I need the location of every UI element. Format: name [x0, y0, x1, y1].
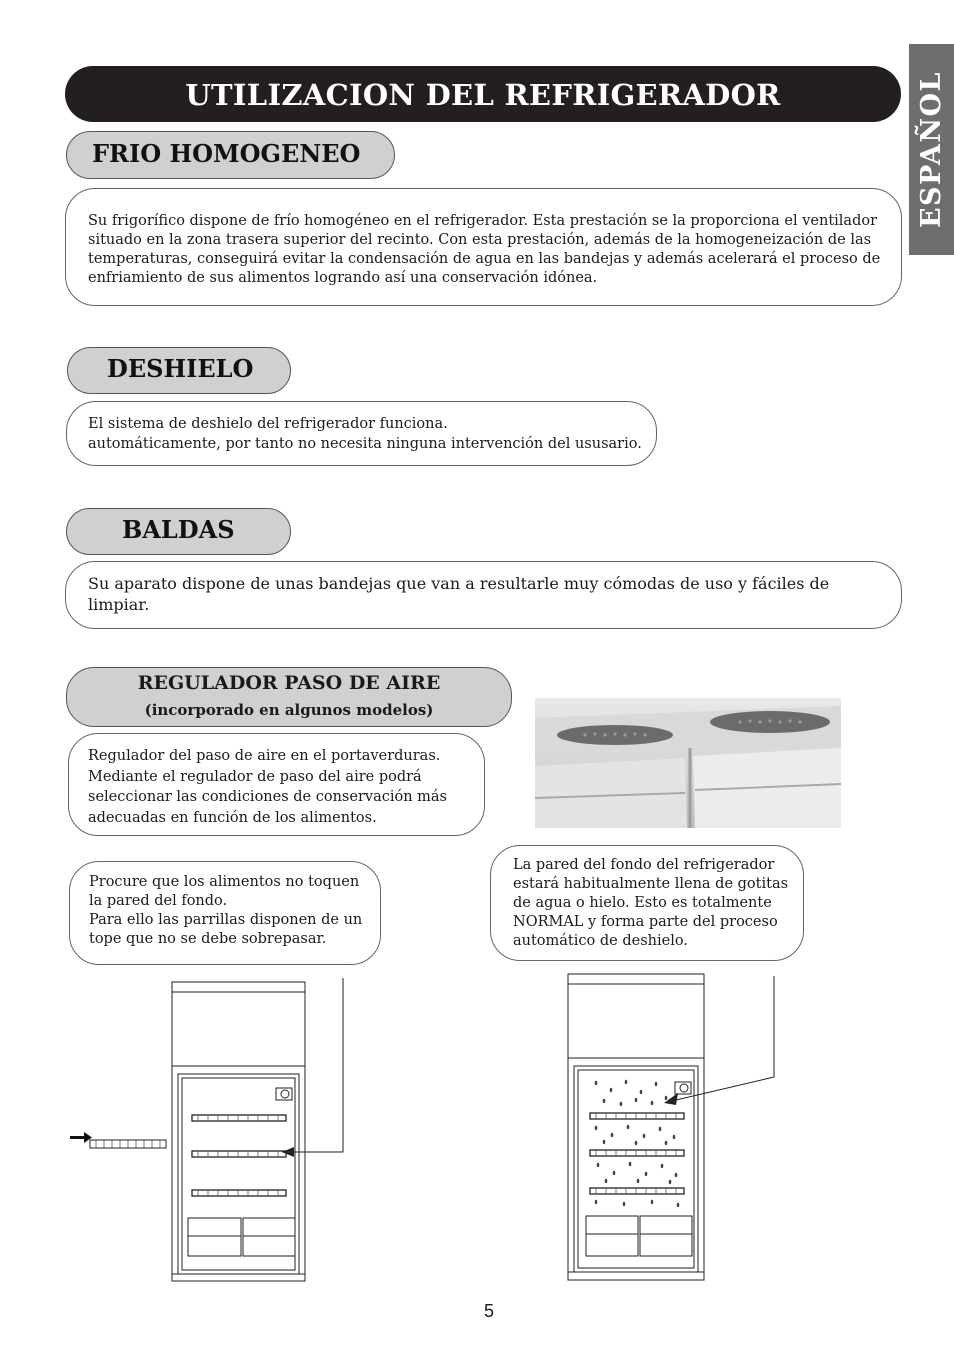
- note-right-line: de agua o hielo. Esto es totalmente: [513, 895, 772, 911]
- regulador-line: seleccionar las condiciones de conservación más: [88, 789, 447, 805]
- baldas-title: BALDAS: [122, 515, 235, 544]
- deshielo-text-line2: automáticamente, por tanto no necesita ninguna intervención del ususario.: [88, 436, 642, 452]
- note-left-line: Para ello las parrillas disponen de un: [89, 912, 363, 928]
- note-left-line: la pared del fondo.: [89, 893, 228, 909]
- page-title: UTILIZACION DEL REFRIGERADOR: [185, 78, 781, 112]
- note-left-text: [89, 873, 374, 949]
- regulador-line: Mediante el regulador de paso del aire podrá: [88, 768, 422, 785]
- page-number: 5: [483, 1301, 494, 1321]
- language-tab-label-wrap: [909, 44, 954, 255]
- note-right-line: estará habitualmente llena de gotitas: [513, 876, 789, 892]
- regulador-text: [88, 746, 478, 828]
- note-left-line: tope que no se debe sobrepasar.: [89, 931, 327, 947]
- note-left-line: Procure que los alimentos no toquen: [89, 874, 360, 890]
- note-right-line: NORMAL y forma parte del proceso: [513, 914, 778, 930]
- fridge-right-illustration: [566, 970, 780, 1282]
- fridge-left-illustration: [68, 978, 368, 1283]
- note-right-line: La pared del fondo del refrigerador: [513, 857, 775, 873]
- baldas-text: Su aparato dispone de unas bandejas que van a resultarle muy cómodas de uso y fáciles de limpiar.: [88, 574, 830, 614]
- note-right-line: automático de deshielo.: [513, 933, 688, 949]
- deshielo-title: DESHIELO: [107, 354, 254, 383]
- frio-title: FRIO HOMOGENEO: [92, 139, 361, 168]
- regulador-subtitle: (incorporado en algunos modelos): [144, 701, 434, 719]
- regulador-title: REGULADOR PASO DE AIRE: [137, 672, 441, 694]
- note-right-text: [513, 856, 798, 951]
- language-tab-label: ESPAÑOL: [916, 70, 947, 229]
- regulador-line: adecuadas en función de los alimentos.: [88, 809, 377, 826]
- crisper-drawer-photo: [535, 698, 841, 828]
- regulador-line: Regulador del paso de aire en el portaverduras.: [88, 748, 441, 764]
- deshielo-text-line1: El sistema de deshielo del refrigerador funciona.: [88, 416, 448, 432]
- frio-text: Su frigorífico dispone de frío homogéneo en el refrigerador. Esta prestación se la proporciona el ventilador situado en la zona trasera superior del recinto. Con esta prestación, además de la homogeneización de las temperaturas, conseguirá evitar la condensación de agua en las bandejas y además acelerará el proceso de enfriamiento de sus alimentos logrando así una conservación idónea.: [88, 213, 881, 286]
